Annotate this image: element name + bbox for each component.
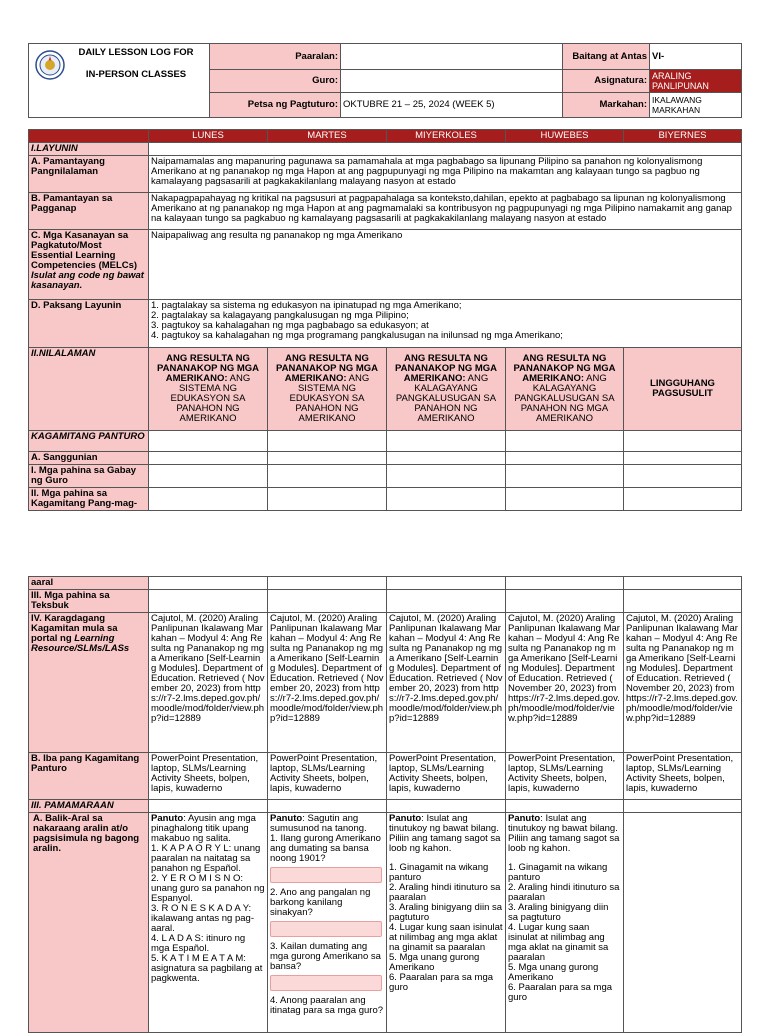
markahan-label: Markahan: <box>563 93 650 118</box>
nilalaman-cell-biyernes <box>624 348 742 431</box>
gabay-cell <box>624 465 742 488</box>
day-header-row <box>29 130 742 143</box>
magaaral-cell <box>387 577 506 590</box>
learning-resource-cell: Cajutol, M. (2020) Araling Panlipunan Ikalawang Markahan – Modyul 4: Ang Resulta ng Pananakop ng mga Amerikano [Self-Learning Modules]. Department of Education. Retrieved ( November 20, 2023) from https://r7-2.lms.deped.gov.ph/moodle/mod/folder/view.php?id=12889 <box>268 613 387 753</box>
balik-aral-biyernes <box>624 813 742 1033</box>
day-header-biyernes: BIYERNES <box>624 130 742 143</box>
learning-resource-cell: Cajutol, M. (2020) Araling Panlipunan Ikalawang Markahan – Modyul 4: Ang Resulta ng Pananakop ng mga Amerikano [Self-Learning Modules]. Department of Education. Retrieved ( November 20, 2023) from https://r7-2.lms.deped.gov.ph/moodle/mod/folder/view.php?id=12889 <box>624 613 742 753</box>
identification-item: 2. Araling hindi itinuturo sa paaralan <box>389 882 501 903</box>
learning-resource-label-cell <box>29 613 149 753</box>
pamamaraan-cell <box>149 800 268 813</box>
magaaral-cell <box>149 577 268 590</box>
kagamitang-panturo-heading: KAGAMITANG PANTURO <box>29 431 149 452</box>
baitang-label: Baitang at Antas <box>563 44 650 70</box>
identification-item: 2. Araling hindi itinuturo sa paaralan <box>508 882 620 903</box>
iba-pang-kagamitan-label: B. Iba pang Kagamitang Panturo <box>29 753 149 800</box>
guro-label: Guro: <box>210 70 341 93</box>
identification-item: 6. Paaralan para sa mga guro <box>508 982 613 1003</box>
gabay-cell <box>149 465 268 488</box>
nilalaman-subject: ANG SISTEMA NG EDUKASYON SA PANAHON NG AMERIKANO <box>289 373 370 424</box>
identification-item: 6. Paaralan para sa mga guro <box>389 972 494 993</box>
kagamitan-cell <box>268 431 387 452</box>
answer-field-3[interactable] <box>270 975 382 991</box>
nilalaman-title: ANG RESULTA NG PANANAKOP NG MGA AMERIKANO: <box>156 353 260 384</box>
answer-field-1[interactable] <box>270 867 382 883</box>
pamantayang-pangnilalaman-text: Naipamamalas ang mapanuring pagunawa sa pamamahala at mga pagbabago sa lipunang Pilipino sa panahon ng kolonyalismong Amerikano at ng pananakop ng mga Hapon at ang pagpupunyagi ng mga Pilipino na makamtan ang kalayaan tungo sa pagbuo ng kamalayang pagsasarili at pagkakakilanlang malayang nasyon at estado <box>149 156 742 193</box>
kagamitang-pang-magaaral-label: II. Mga pahina sa Kagamitang Pang-mag- <box>29 488 149 511</box>
identification-item: 4. Lugar kung saan isinulat at nilimbag ang mga aklat na ginamit sa paaralan <box>389 922 503 953</box>
learning-resource-label-italic: Learning Resource/SLMs/LASs <box>31 633 130 654</box>
lesson-log-table-page2 <box>28 576 742 1033</box>
header-table <box>28 43 742 118</box>
asignatura-label: Asignatura: <box>563 70 650 93</box>
pamamaraan-cell <box>506 800 624 813</box>
nilalaman-cell-martes <box>268 348 387 431</box>
iba-pang-kagamitan-cell: PowerPoint Presentation, laptop, SLMs/Learning Activity Sheets, bolpen, lapis, kuwaderno <box>149 753 268 800</box>
nilalaman-heading: II.NILALAMAN <box>29 348 149 431</box>
scramble-item: 5. K A T I M E A T A M: asignatura sa pagbilang at pagkwenta. <box>151 953 263 984</box>
paaralan-label: Paaralan: <box>210 44 341 70</box>
magaaral-cell <box>387 488 506 511</box>
nilalaman-title: ANG RESULTA NG PANANAKOP NG MGA AMERIKANO: <box>394 353 498 384</box>
iba-pang-kagamitan-cell: PowerPoint Presentation, laptop, SLMs/Learning Activity Sheets, bolpen, lapis, kuwaderno <box>268 753 387 800</box>
petsa-label: Petsa ng Pagtuturo: <box>210 93 341 118</box>
day-header-martes: MARTES <box>268 130 387 143</box>
pamantayan-sa-pagganap-label: B. Pamantayan sa Pagganap <box>29 193 149 230</box>
day-header-blank <box>29 130 149 143</box>
sanggunian-cell <box>506 452 624 465</box>
scramble-item: 2. Y E R O M I S N O: unang guro sa panahon ng Espanyol. <box>151 873 265 904</box>
nilalaman-title: ANG RESULTA NG PANANAKOP NG MGA AMERIKANO: <box>513 353 616 384</box>
identification-item: 5. Mga unang gurong Amerikano <box>508 962 599 983</box>
header-title-line1: DAILY LESSON LOG FOR <box>78 47 194 58</box>
layunin-heading: I.LAYUNIN <box>29 143 149 156</box>
paaralan-field[interactable] <box>341 44 563 70</box>
teksbuk-cell <box>387 590 506 613</box>
iba-pang-kagamitan-cell: PowerPoint Presentation, laptop, SLMs/Learning Activity Sheets, bolpen, lapis, kuwaderno <box>506 753 624 800</box>
gabay-cell <box>268 465 387 488</box>
magaaral-cell <box>268 577 387 590</box>
identification-item: 5. Mga unang gurong Amerikano <box>389 952 480 973</box>
deped-seal-logo <box>35 50 65 80</box>
panuto-text: : Ayusin ang mga pinaghalong titik upang makabuo ng salita. <box>151 813 256 844</box>
sanggunian-label: A. Sanggunian <box>29 452 149 465</box>
gabay-cell <box>387 465 506 488</box>
pamantayang-pangnilalaman-label: A. Pamantayang Pangnilalaman <box>29 156 149 193</box>
magaaral-cell <box>506 488 624 511</box>
kagamitang-pang-magaaral-label-cont: aaral <box>29 577 149 590</box>
question-2: 2. Ano ang pangalan ng barkong kanilang sinakyan? <box>270 887 371 918</box>
teksbuk-label: III. Mga pahina sa Teksbuk <box>29 590 149 613</box>
asignatura-field[interactable]: ARALING PANLIPUNAN <box>650 70 742 93</box>
header-title-line2: IN-PERSON CLASSES <box>85 69 187 80</box>
kagamitan-cell <box>149 431 268 452</box>
panuto-label: Panuto <box>508 813 541 824</box>
nilalaman-title: LINGGUHANG PAGSUSULIT <box>650 378 715 399</box>
nilalaman-cell-miyerkoles <box>387 348 506 431</box>
melc-label-cell <box>29 230 149 300</box>
question-4: 4. Anong paaralan ang itinatag para sa mga guro? <box>270 995 384 1016</box>
sanggunian-cell <box>268 452 387 465</box>
paksang-layunin-label: D. Paksang Layunin <box>29 300 149 348</box>
paksang-layunin-item: 2. pagtalakay sa kalagayang pangkalusugan ng mga Pilipino; <box>151 310 409 321</box>
sanggunian-cell <box>387 452 506 465</box>
balik-aral-miyerkoles <box>387 813 506 1033</box>
balik-aral-label: A. Balik-Aral sa nakaraang aralin at/o pagsisimula ng bagong aralin. <box>29 813 149 1033</box>
kagamitan-cell <box>506 431 624 452</box>
nilalaman-subject: ANG KALAGAYANG PANGKALUSUGAN SA PANAHON NG MGA AMERIKANO <box>514 373 615 424</box>
baitang-field[interactable]: VI- <box>650 44 742 70</box>
panuto-text: : Sagutin ang sumusunod na tanong. <box>270 813 367 834</box>
pamantayan-sa-pagganap-text: Nakapagpapahayag ng kritikal na pagsusuri at pagpapahalaga sa konteksto,dahilan, epekto at pagbabago sa lipunan ng kolonyalismong Amerikano at ng pananakop ng mga Hapon at ang pagmamalaki sa kontribusyon ng pagpupunyagi ng mga Pilipino namakamit ang ganap na kalayaan tungo sa pagkabuo ng kamalayang pagsasarili at pagkakakilanlang malayang nasyon at estado <box>149 193 742 230</box>
panuto-label: Panuto <box>389 813 422 824</box>
day-header-lunes: LUNES <box>149 130 268 143</box>
teksbuk-cell <box>506 590 624 613</box>
magaaral-cell <box>149 488 268 511</box>
paksang-layunin-item: 3. pagtukoy sa kahalagahan ng mga pagbabago sa edukasyon; at <box>151 320 429 331</box>
petsa-field[interactable]: OKTUBRE 21 – 25, 2024 (WEEK 5) <box>341 93 563 118</box>
learning-resource-cell: Cajutol, M. (2020) Araling Panlipunan Ikalawang Markahan – Modyul 4: Ang Resulta ng Pananakop ng mga Amerikano [Self-Learning Modules]. Department of Education. Retrieved ( November 20, 2023) from https://r7-2.lms.deped.gov.ph/moodle/mod/folder/view.php?id=12889 <box>506 613 624 753</box>
magaaral-cell <box>624 488 742 511</box>
learning-resource-label: IV. Karagdagang Kagamitan mula sa portal ng <box>31 613 118 644</box>
identification-item: 1. Ginagamit na wikang panturo <box>508 862 608 883</box>
question-1: 1. Ilang gurong Amerikano ang dumating sa bansa noong 1901? <box>270 833 381 864</box>
teksbuk-cell <box>624 590 742 613</box>
learning-resource-cell: Cajutol, M. (2020) Araling Panlipunan Ikalawang Markahan – Modyul 4: Ang Resulta ng Pananakop ng mga Amerikano [Self-Learning Modules]. Department of Education. Retrieved ( November 20, 2023) from https://r7-2.lms.deped.gov.ph/moodle/mod/folder/view.php?id=12889 <box>387 613 506 753</box>
learning-resource-cell: Cajutol, M. (2020) Araling Panlipunan Ikalawang Markahan – Modyul 4: Ang Resulta ng Pananakop ng mga Amerikano [Self-Learning Modules]. Department of Education. Retrieved ( November 20, 2023) from https://r7-2.lms.deped.gov.ph/moodle/mod/folder/view.php?id=12889 <box>149 613 268 753</box>
answer-field-2[interactable] <box>270 921 382 937</box>
layunin-heading-span <box>149 143 742 156</box>
pamamaraan-cell <box>387 800 506 813</box>
iba-pang-kagamitan-cell: PowerPoint Presentation, laptop, SLMs/Learning Activity Sheets, bolpen, lapis, kuwaderno <box>624 753 742 800</box>
markahan-field[interactable]: IKALAWANG MARKAHAN <box>650 93 742 118</box>
scramble-item: 3. R O N E S K A D A Y: ikalawang antas ng pag-aaral. <box>151 903 254 934</box>
pamamaraan-heading: III. PAMAMARAAN <box>29 800 149 813</box>
balik-aral-huwebes <box>506 813 624 1033</box>
sanggunian-cell <box>149 452 268 465</box>
panuto-label: Panuto <box>151 813 184 824</box>
pamamaraan-cell <box>268 800 387 813</box>
kagamitan-cell <box>387 431 506 452</box>
identification-item: 1. Ginagamit na wikang panturo <box>389 862 489 883</box>
scramble-item: 4. L A D A S: itinuro ng mga Español. <box>151 933 246 954</box>
identification-item: 3. Araling binigyang diin sa pagtuturo <box>508 902 609 923</box>
gabay-cell <box>506 465 624 488</box>
panuto-text: : Isulat ang tinutukoy ng bawat bilang. Piliin ang tamang sagot sa loob ng kahon. <box>389 813 501 854</box>
balik-aral-martes <box>268 813 387 1033</box>
header-title-cell <box>29 44 210 118</box>
melc-text: Naipapaliwag ang resulta ng pananakop ng mga Amerikano <box>149 230 742 300</box>
magaaral-cell <box>268 488 387 511</box>
teksbuk-cell <box>268 590 387 613</box>
magaaral-cell <box>506 577 624 590</box>
balik-aral-lunes <box>149 813 268 1033</box>
identification-item: 4. Lugar kung saan isinulat at nilimbag ang mga aklat na ginamit sa paaralan <box>508 922 609 963</box>
pamamaraan-cell <box>624 800 742 813</box>
nilalaman-title: ANG RESULTA NG PANANAKOP NG MGA AMERIKANO: <box>275 353 379 384</box>
nilalaman-cell-lunes <box>149 348 268 431</box>
scramble-item: 1. K A P A O R Y L: unang paaralan na naitatag sa panahon ng Español. <box>151 843 261 874</box>
gabay-ng-guro-label: I. Mga pahina sa Gabay ng Guro <box>29 465 149 488</box>
day-header-huwebes: HUWEBES <box>506 130 624 143</box>
guro-field[interactable] <box>341 70 563 93</box>
identification-item: 3. Araling binigyang diin sa pagtuturo <box>389 902 503 923</box>
iba-pang-kagamitan-cell: PowerPoint Presentation, laptop, SLMs/Learning Activity Sheets, bolpen, lapis, kuwaderno <box>387 753 506 800</box>
kagamitan-cell <box>624 431 742 452</box>
day-header-miyerkoles: MIYERKOLES <box>387 130 506 143</box>
panuto-text: : Isulat ang tinutukoy ng bawat bilang. Piliin ang tamang sagot sa loob ng kahon. <box>508 813 620 854</box>
paksang-layunin-item: 1. pagtalakay sa sistema ng edukasyon na ipinatupad ng mga Amerikano; <box>151 300 462 311</box>
question-3: 3. Kailan dumating ang mga gurong Amerikano sa bansa? <box>270 941 381 972</box>
paksang-layunin-list <box>149 300 742 348</box>
nilalaman-cell-huwebes <box>506 348 624 431</box>
sanggunian-cell <box>624 452 742 465</box>
magaaral-cell <box>624 577 742 590</box>
nilalaman-subject: ANG SISTEMA NG EDUKASYON SA PANAHON NG AMERIKANO <box>170 373 251 424</box>
melc-note: Isulat ang code ng bawat kasanayan. <box>31 270 144 291</box>
paksang-layunin-item: 4. pagtukoy sa kahalagahan ng mga programang pangkalusugan na inilunsad ng mga Amerikano; <box>151 330 563 341</box>
melc-label: C. Mga Kasanayan sa Pagkatuto/Most Essential Learning Competencies (MELCs) <box>31 230 138 271</box>
nilalaman-subject: ANG KALAGAYANG PANGKALUSUGAN SA PANAHON NG AMERIKANO <box>395 373 497 424</box>
lesson-log-table-page1 <box>28 129 742 511</box>
panuto-label: Panuto <box>270 813 303 824</box>
teksbuk-cell <box>149 590 268 613</box>
